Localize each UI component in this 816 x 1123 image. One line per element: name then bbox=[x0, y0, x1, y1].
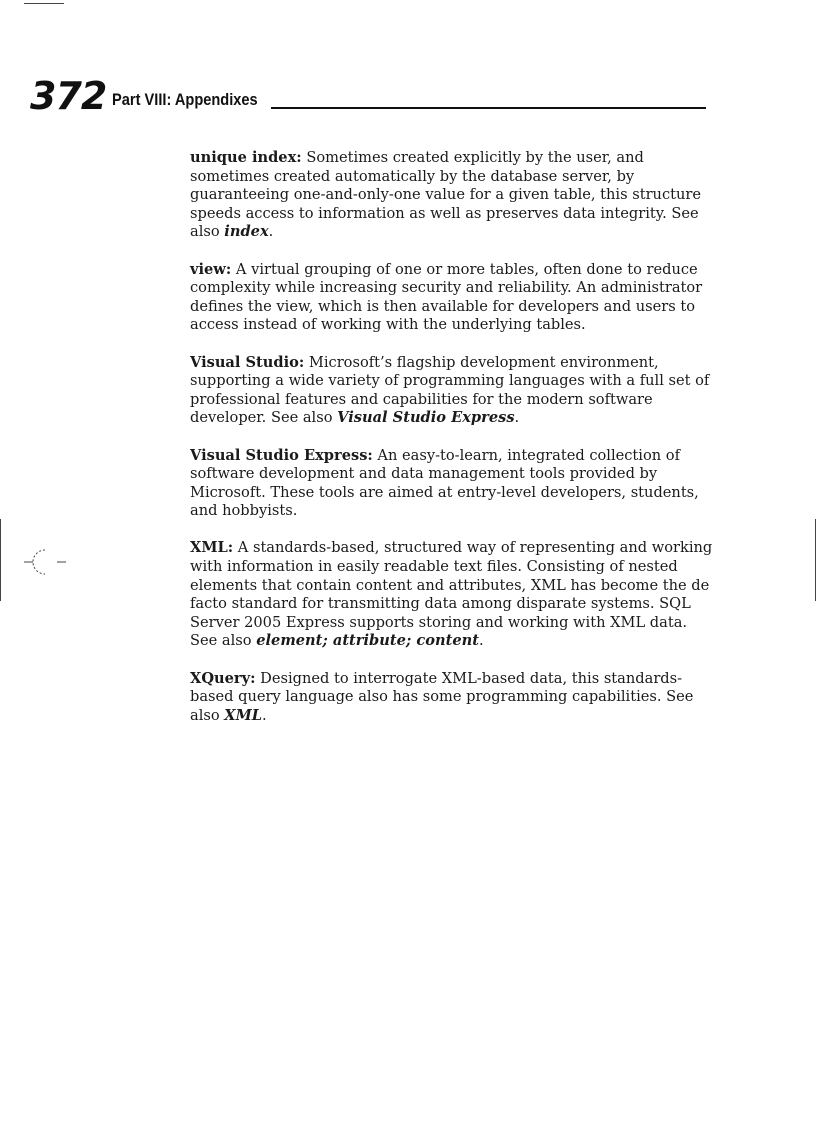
glossary-content bbox=[190, 149, 716, 744]
glossary-entry-view bbox=[190, 261, 716, 335]
crop-mark-left bbox=[0, 519, 1, 601]
see-also-reference: XML bbox=[224, 706, 263, 724]
entry-end: . bbox=[478, 632, 484, 650]
glossary-entry-visual-studio-express bbox=[190, 447, 716, 521]
glossary-entry-xml bbox=[190, 539, 716, 651]
page-number: 372 bbox=[30, 74, 107, 118]
running-header bbox=[30, 76, 706, 116]
glossary-term: XQuery: bbox=[190, 669, 256, 687]
glossary-term: Visual Studio Express: bbox=[190, 446, 373, 464]
glossary-term: XML: bbox=[190, 539, 234, 557]
see-also-reference: index bbox=[224, 223, 269, 241]
see-also-reference: element; attribute; content bbox=[256, 632, 479, 650]
crop-mark-top bbox=[24, 3, 64, 4]
glossary-entry-unique-index bbox=[190, 149, 716, 242]
see-also-reference: Visual Studio Express bbox=[337, 409, 515, 427]
glossary-definition: Designed to interrogate XML-based data, this standards-based query language also has some programming capabilities. See also bbox=[190, 669, 694, 724]
glossary-definition: Microsoft’s flagship development environment, supporting a wide variety of programming languages with a full set of professional features and capabilities for the modern software developer. See also bbox=[190, 353, 710, 427]
glossary-term: view: bbox=[190, 260, 232, 278]
part-title: Part VIII: Appendixes bbox=[112, 90, 258, 109]
glossary-term: unique index: bbox=[190, 149, 302, 166]
glossary-definition: A standards-based, structured way of representing and working with information in easily readable text files. Consisting of nested elements that contain content and attributes, XML has become the de facto standard for transmitting data among disparate systems. SQL Server 2005 Express supports storing and working with XML data. See also bbox=[190, 539, 713, 650]
glossary-definition: A virtual grouping of one or more tables, often done to reduce complexity while increasing security and reliability. An administrator defines the view, which is then available for developers and users to access instead of working with the underlying tables. bbox=[190, 260, 703, 334]
entry-end: . bbox=[262, 706, 267, 724]
registration-mark-icon bbox=[22, 547, 68, 577]
header-rule bbox=[271, 107, 706, 109]
glossary-definition: Sometimes created explicitly by the user, and sometimes created automatically by the database server, by guaranteeing one-and-only-one value for a given table, this structure speeds access to information as well as preserves data integrity. See also bbox=[190, 149, 702, 241]
glossary-term: Visual Studio: bbox=[190, 353, 305, 371]
glossary-entry-visual-studio bbox=[190, 354, 716, 428]
entry-end: . bbox=[514, 409, 520, 427]
entry-end: . bbox=[268, 223, 274, 241]
glossary-definition: An easy-to-learn, integrated collection of software development and data management tools provided by Microsoft. These tools are aimed at entry-level developers, students, and hobbyists. bbox=[190, 446, 699, 520]
glossary-entry-xquery bbox=[190, 670, 716, 726]
